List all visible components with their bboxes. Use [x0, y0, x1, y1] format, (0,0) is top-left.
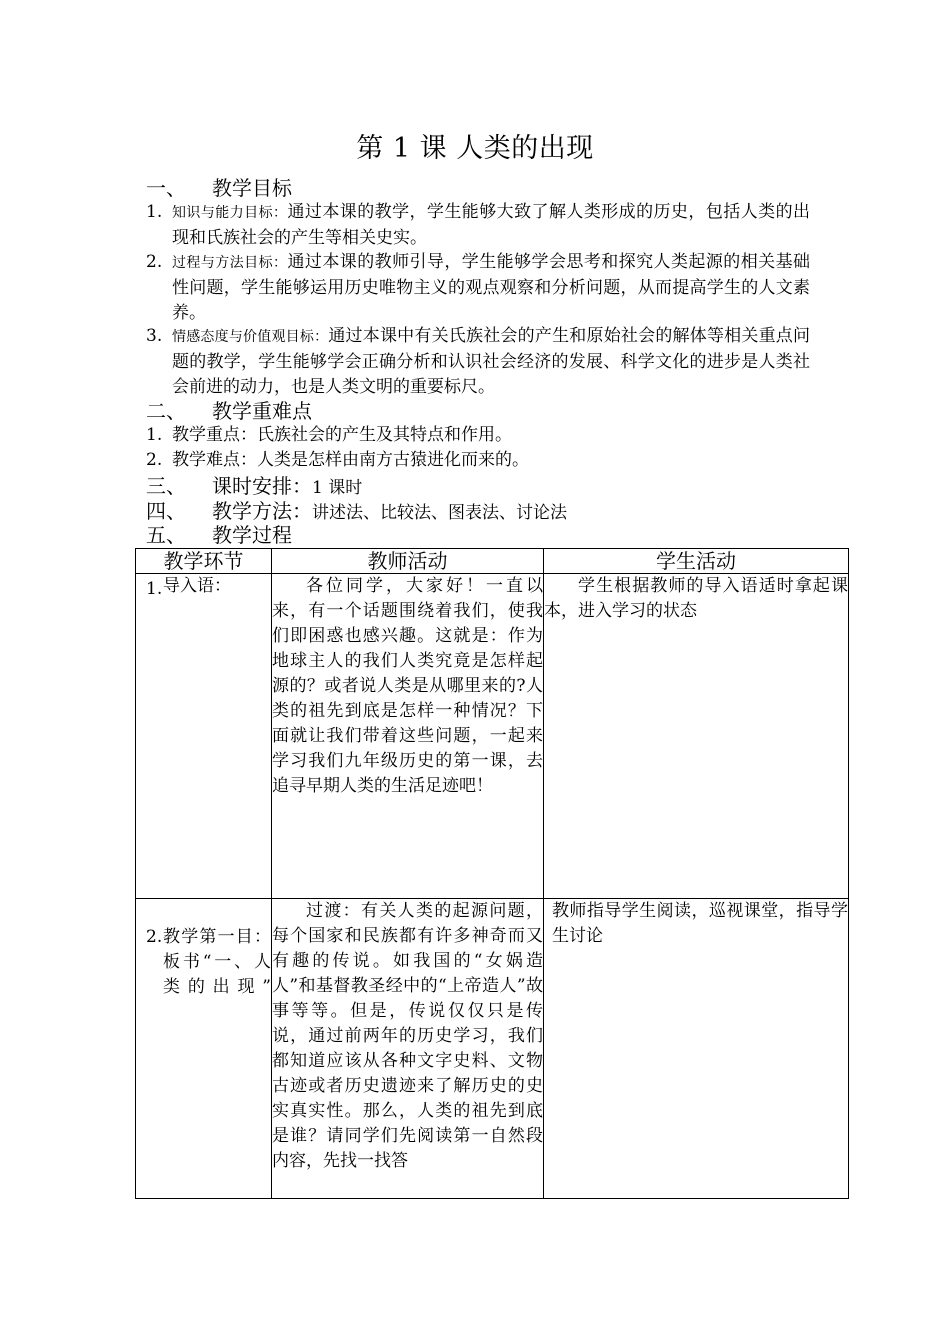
- key-point-item-2: [146, 448, 810, 473]
- key-point-text: 教学难点：人类是怎样由南方古猿进化而来的。: [172, 450, 529, 470]
- item-number: 1.: [146, 425, 163, 445]
- item-number: 1.: [146, 202, 163, 222]
- item-number: 3.: [146, 326, 163, 346]
- item-number: 2.: [146, 252, 163, 272]
- objective-label: 知识与能力目标：: [172, 205, 288, 221]
- section-heading-1: [146, 175, 292, 201]
- stage-cell: [136, 899, 272, 1199]
- section-label: 教学目标: [212, 176, 292, 200]
- section-label: 课时安排：: [212, 474, 312, 498]
- column-header-teacher: 教师活动: [272, 549, 544, 574]
- section-number: 二、: [146, 399, 186, 423]
- student-activity-text: 学生根据教师的导入语适时拿起课本，进入学习的状态: [544, 576, 848, 621]
- table-row: [136, 574, 849, 899]
- objective-text: 通过本课的教师引导，学生能够学会思考和探究人类起源的相关基础性问题，学生能够运用历史唯物主义的观点观察和分析问题，从而提高学生的人文素养。: [172, 252, 811, 323]
- column-header-stage: 教学环节: [136, 549, 272, 574]
- section-heading-5: [146, 522, 292, 548]
- objective-item-1: [146, 200, 810, 251]
- section-number: 五、: [146, 523, 186, 547]
- teaching-process-table: [135, 548, 849, 1199]
- objective-item-3: [146, 324, 810, 400]
- row-number: 1.: [146, 579, 163, 599]
- item-number: 2.: [146, 450, 163, 470]
- section-number: 一、: [146, 176, 186, 200]
- section-value: 讲述法、比较法、图表法、讨论法: [312, 503, 567, 523]
- teacher-activity-cell: [272, 574, 544, 899]
- objective-item-2: [146, 250, 810, 326]
- student-activity-text: 教师指导学生阅读，巡视课堂，指导学生讨论: [552, 901, 848, 946]
- section-value: 1 课时: [312, 478, 363, 498]
- key-point-text: 教学重点：氏族社会的产生及其特点和作用。: [172, 425, 512, 445]
- section-label: 教学方法：: [212, 499, 312, 523]
- teacher-activity-text: 过渡：有关人类的起源问题，每个国家和民族都有许多神奇而又有趣的传说。如我国的“女娲造人”和基督教圣经中的“上帝造人”故事等等。但是，传说仅仅只是传说，通过前两年的历史学习，我们都知道应该从各种文字史料、文物古迹或者历史遗迹来了解历史的史实真实性。那么，人类的祖先到底是谁？请同学们先阅读第一自然段内容，先找一找答: [272, 901, 543, 1171]
- page-title: 第 1 课 人类的出现: [356, 133, 594, 164]
- objective-label: 过程与方法目标：: [172, 255, 288, 271]
- teacher-activity-cell: [272, 899, 544, 1199]
- table-row: [136, 899, 849, 1199]
- section-heading-2: [146, 398, 312, 424]
- column-header-student: 学生活动: [544, 549, 849, 574]
- section-label: 教学重难点: [212, 399, 312, 423]
- objective-text: 通过本课的教学，学生能够大致了解人类形成的历史，包括人类的出现和氏族社会的产生等相关史实。: [172, 202, 811, 248]
- section-heading-3: [146, 473, 362, 501]
- table-header-row: [136, 549, 849, 574]
- key-point-item-1: [146, 423, 810, 448]
- stage-text: 导入语：: [163, 576, 231, 596]
- row-number: 2.: [146, 927, 163, 947]
- objective-text: 通过本课中有关氏族社会的产生和原始社会的解体等相关重点问题的教学，学生能够学会正确分析和认识社会经济的发展、科学文化的进步是人类社会前进的动力，也是人类文明的重要标尺。: [172, 326, 811, 397]
- teacher-activity-text: 各位同学，大家好！一直以来，有一个话题围绕着我们，使我们即困惑也感兴趣。这就是：作为地球主人的我们人类究竟是怎样起源的？或者说人类是从哪里来的?人类的祖先到底是怎样一种情况？下面就让我们带着这些问题，一起来学习我们九年级历史的第一课，去追寻早期人类的生活足迹吧！: [272, 576, 543, 796]
- objective-label: 情感态度与价值观目标：: [172, 329, 329, 345]
- student-activity-cell: [544, 574, 849, 899]
- section-label: 教学过程: [212, 523, 292, 547]
- section-number: 四、: [146, 499, 186, 523]
- student-activity-cell: [544, 899, 849, 1199]
- stage-cell: [136, 574, 272, 899]
- section-number: 三、: [146, 474, 186, 498]
- stage-text: 教学第一目：板书“一、人类的出现”: [163, 927, 271, 997]
